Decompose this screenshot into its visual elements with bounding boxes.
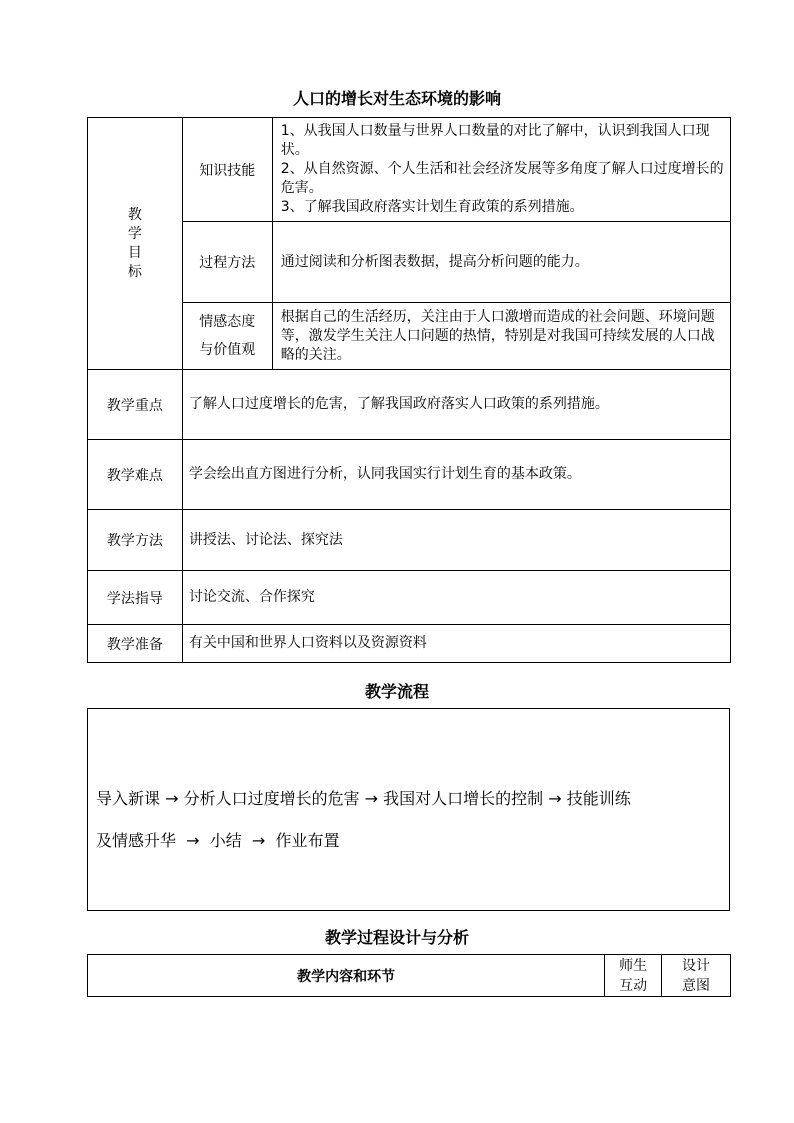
- info-label-study-guidance: 学法指导: [88, 571, 183, 625]
- objective-item: 根据自己的生活经历，关注由于人口激增而造成的社会问题、环境问题等，激发学生关注人口问题的热情，特别是对我国可持续发展的人口战略的关注。: [280, 308, 715, 363]
- process-col-line: 互动: [619, 977, 648, 994]
- objectives-table: [87, 117, 731, 663]
- info-value-key-points: 了解人口过度增长的危害，了解我国政府落实人口政策的系列措施。: [182, 370, 730, 440]
- objective-name-process: 过程方法: [182, 222, 272, 303]
- process-col-interaction: [605, 955, 662, 997]
- objectives-label-char: 目: [127, 244, 142, 261]
- info-value-difficulties: 学会绘出直方图进行分析，认同我国实行计划生育的基本政策。: [182, 440, 730, 510]
- flow-heading: 教学流程: [364, 682, 429, 701]
- objectives-label-char: 标: [127, 263, 142, 280]
- process-col-line: 设计: [682, 957, 711, 974]
- page-title: 人口的增长对生态环境的影响: [292, 89, 501, 108]
- objective-name-knowledge: 知识技能: [182, 118, 272, 222]
- objective-item: 1、从我国人口数量与世界人口数量的对比了解中，认识到我国人口现状。: [280, 123, 710, 158]
- objective-item: 通过阅读和分析图表数据，提高分析问题的能力。: [280, 253, 589, 270]
- flow-box: [87, 708, 730, 911]
- objective-item: 3、了解我国政府落实计划生育政策的系列措施。: [280, 199, 584, 215]
- flow-text: [96, 778, 724, 862]
- objectives-label-char: 教: [127, 206, 142, 223]
- info-value-study-guidance: 讨论交流、合作探究: [182, 571, 730, 625]
- objective-content-process: [272, 222, 730, 303]
- info-label-difficulties: 教学难点: [88, 440, 183, 510]
- info-label-preparation: 教学准备: [88, 625, 183, 663]
- objective-name-line: 与价值观: [199, 342, 256, 358]
- objectives-label-char: 学: [127, 225, 142, 242]
- flow-line: 导入新课 → 分析人口过度增长的危害 → 我国对人口增长的控制 → 技能训练: [96, 789, 631, 808]
- process-col-content: 教学内容和环节: [88, 955, 605, 997]
- flow-line: 及情感升华 → 小结 → 作业布置: [96, 831, 340, 850]
- objective-name-line: 情感态度: [199, 314, 256, 330]
- process-table: [87, 954, 731, 997]
- objective-content-knowledge: [272, 118, 730, 222]
- info-value-methods: 讲授法、讨论法、探究法: [182, 510, 730, 571]
- objective-item: 2、从自然资源、个人生活和社会经济发展等多角度了解人口过度增长的危害。: [280, 161, 724, 196]
- objectives-label: [88, 118, 183, 370]
- info-label-methods: 教学方法: [88, 510, 183, 571]
- objective-content-attitude: [272, 303, 730, 370]
- info-value-preparation: 有关中国和世界人口资料以及资源资料: [182, 625, 730, 663]
- process-heading: 教学过程设计与分析: [324, 928, 469, 947]
- process-col-line: 师生: [619, 957, 648, 974]
- process-col-line: 意图: [682, 977, 711, 994]
- objective-name-attitude: [182, 303, 272, 370]
- info-label-key-points: 教学重点: [88, 370, 183, 440]
- process-col-intent: [662, 955, 731, 997]
